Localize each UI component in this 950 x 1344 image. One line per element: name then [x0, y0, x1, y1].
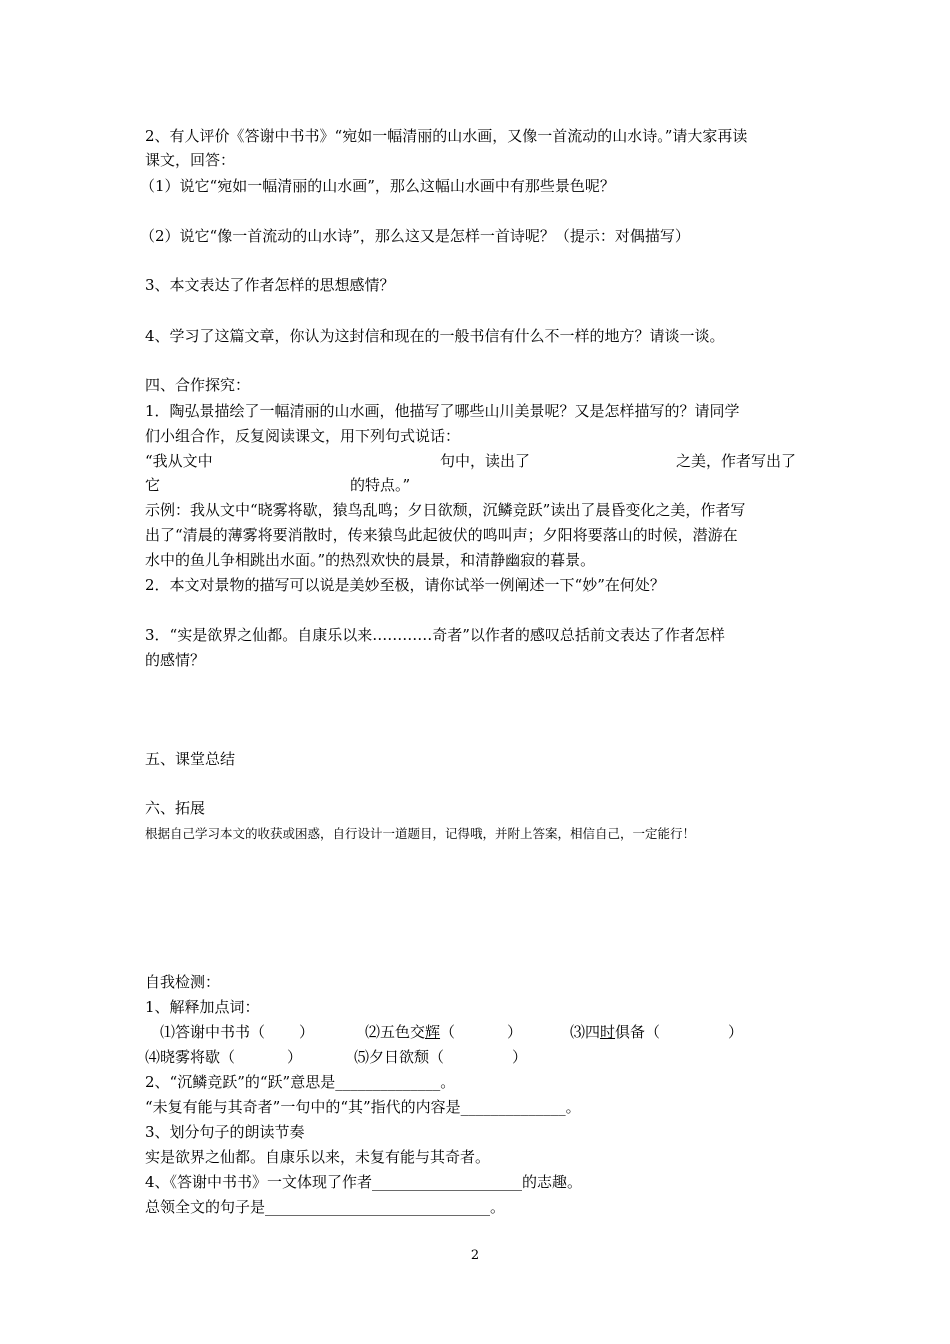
- vocab-item-4: ⑷晓雾将歇（ ）: [145, 1048, 303, 1066]
- pattern-part-e: 的特点。”: [350, 476, 411, 494]
- section5-heading: 五、课堂总结: [145, 750, 236, 768]
- self-test-q2-line1: 2、“沉鳞竞跃”的“跃”意思是______________。: [145, 1073, 456, 1091]
- self-test-q3-text: 实是欲界之仙都。自康乐以来，未复有能与其奇者。: [145, 1148, 491, 1166]
- vocab-item-2: ⑵五色交辉（ ）: [365, 1023, 523, 1041]
- self-test-q2-line2: “未复有能与其奇者”一句中的“其”指代的内容是______________。: [145, 1098, 581, 1116]
- pattern-part-b: 句中，读出了: [440, 452, 531, 470]
- section4-heading: 四、合作探究：: [145, 376, 251, 394]
- section6-text: 根据自己学习本文的收获或困惑，自行设计一道题目，记得哦，并附上答案，相信自己，一定能行！: [145, 826, 696, 841]
- q2-sub2: （2）说它“像一首流动的山水诗”，那么这又是怎样一首诗呢？（提示：对偶描写）: [140, 227, 690, 245]
- q4-question: 4、学习了这篇文章，你认为这封信和现在的一般书信有什么不一样的地方？请谈一谈。: [145, 327, 725, 345]
- example-line3: 水中的鱼儿争相跳出水面。”的热烈欢快的晨景，和清静幽寂的暮景。: [145, 551, 596, 569]
- vocab-item-1: ⑴答谢中书书（ ）: [160, 1023, 315, 1041]
- section4-item2: 2．本文对景物的描写可以说是美妙至极，请你试举一例阐述一下“妙”在何处？: [145, 576, 665, 594]
- section4-item1-line1: 1．陶弘景描绘了一幅清丽的山水画，他描写了哪些山川美景呢？又是怎样描写的？请同学: [145, 402, 740, 420]
- section4-item1-line2: 们小组合作，反复阅读课文，用下列句式说话：: [145, 427, 461, 445]
- self-test-q4-line2: 总领全文的句子是______________________________。: [145, 1198, 506, 1216]
- self-test-q3-title: 3、划分句子的朗读节奏: [145, 1123, 305, 1141]
- q2-sub1: （1）说它“宛如一幅清丽的山水画”，那么这幅山水画中有那些景色呢？: [140, 177, 615, 195]
- section4-item3-line1: 3．“实是欲界之仙都。自康乐以来…………奇者”以作者的感叹总括前文表达了作者怎样: [145, 626, 725, 644]
- q2-line1: 2、有人评价《答谢中书书》“宛如一幅清丽的山水画，又像一首流动的山水诗。”请大家再读: [145, 127, 748, 145]
- q2-line2: 课文，回答：: [145, 151, 236, 169]
- page-number: 2: [470, 1248, 480, 1263]
- pattern-part-d: 它: [145, 476, 161, 494]
- example-line1: 示例：我从文中“晓雾将歇，猿鸟乱鸣；夕日欲颓，沉鳞竞跃”读出了晨昏变化之美，作者写: [145, 501, 746, 519]
- self-test-q4-line1: 4、《答谢中书书》一文体现了作者____________________的志趣。: [145, 1173, 583, 1191]
- vocab-item-3: ⑶四时俱备（ ）: [570, 1023, 744, 1041]
- self-test-heading: 自我检测：: [145, 973, 221, 991]
- pattern-part-a: “我从文中: [145, 452, 213, 470]
- section4-item3-line2: 的感情？: [145, 651, 206, 669]
- example-line2: 出了“清晨的薄雾将要消散时，传来猿鸟此起彼伏的鸣叫声；夕阳将要落山的时候，潜游在: [145, 526, 738, 544]
- vocab-item-5: ⑸夕日欲颓（ ）: [354, 1048, 528, 1066]
- pattern-part-c: 之美，作者写出了: [676, 452, 797, 470]
- section6-heading: 六、拓展: [145, 799, 206, 817]
- self-test-q1-title: 1、解释加点词：: [145, 998, 260, 1016]
- q3-question: 3、本文表达了作者怎样的思想感情？: [145, 276, 395, 294]
